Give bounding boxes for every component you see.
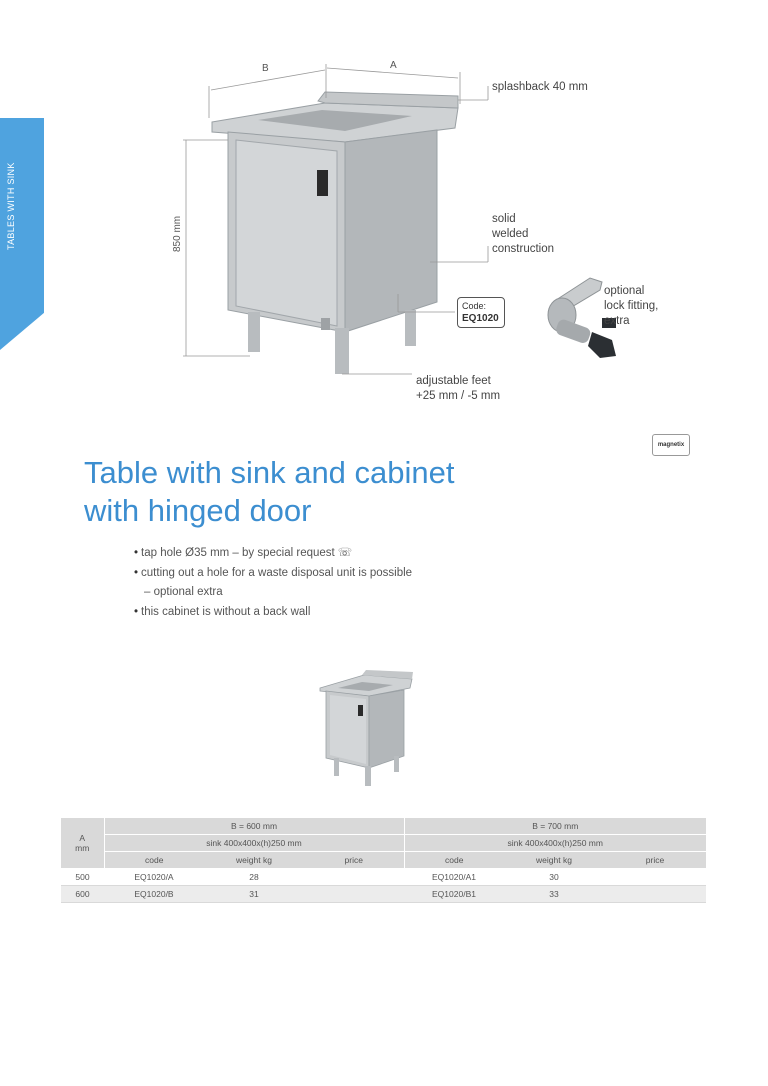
side-tab-label: TABLES WITH SINK [6,162,16,250]
code-box-label: Code: [462,301,487,311]
feature-item: • tap hole Ø35 mm – by special request ☏ [134,547,353,559]
main-cabinet-drawing [212,92,458,374]
feet-callout: adjustable feet +25 mm / -5 mm [416,375,501,402]
features-list [134,544,412,622]
col-weight: weight kg [236,855,272,865]
page-title: Table with sink and cabinet with hinged door [84,455,455,528]
col-price: price [344,855,363,865]
feature-item: • cutting out a hole for a waste disposal unit is possible – optional extra [134,566,413,598]
construction-callout: solid welded construction [492,213,555,255]
brand-badge: magnetix [652,434,690,456]
splashback-callout: splashback 40 mm [492,81,588,93]
table-row: 500 EQ1020/A 28 EQ1020/A1 30 [61,869,706,886]
lock-callout: optional lock fitting, extra [604,285,659,327]
group-sink-600: sink 400x400x(h)250 mm [206,838,302,848]
dim-a-label: A [390,60,397,71]
price-table [61,818,706,903]
a-header: A mm [61,818,104,869]
col-weight: weight kg [536,855,572,865]
height-label: 850 mm [172,215,183,252]
group-b-700: B = 700 mm [404,818,706,835]
code-box-value: EQ1020 [462,313,499,324]
col-code: code [404,852,504,869]
small-cabinet-drawing [320,670,413,786]
group-sink-700: sink 400x400x(h)250 mm [404,835,706,852]
table-row: 600 EQ1020/B 31 EQ1020/B1 33 [61,886,706,903]
col-code: code [145,855,164,865]
group-b-600: B = 600 mm [230,821,278,831]
dim-b-label: B [262,63,269,74]
col-price: price [645,855,665,865]
feature-item: • this cabinet is without a back wall [134,605,311,618]
code-box [457,297,505,328]
